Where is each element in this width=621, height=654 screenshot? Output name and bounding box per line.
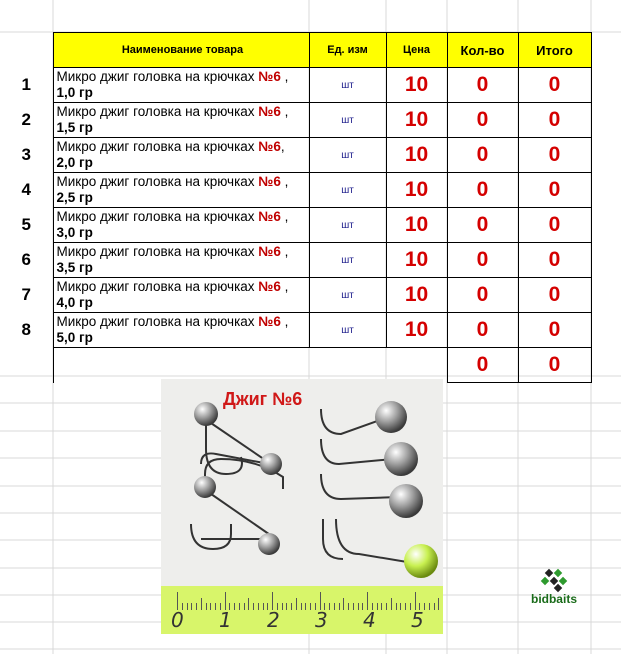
column-header-total[interactable]: Итого <box>518 33 591 68</box>
price-cell[interactable]: 10 <box>386 68 447 103</box>
product-name-cell[interactable] <box>53 138 309 173</box>
ruler-tick <box>400 603 401 610</box>
ruler-tick <box>358 603 359 610</box>
product-weight: 2,5 гр <box>56 190 93 205</box>
row-number: 3 <box>21 145 31 164</box>
measuring-ruler <box>161 586 443 634</box>
qty-cell[interactable]: 0 <box>447 138 518 173</box>
ruler-tick <box>305 603 306 610</box>
ruler-tick <box>210 603 211 610</box>
ruler-tick <box>343 598 344 610</box>
column-header-price[interactable]: Цена <box>386 33 447 68</box>
table-row <box>0 68 591 103</box>
row-number: 5 <box>21 215 31 234</box>
table-row <box>0 103 591 138</box>
ruler-number: 4 <box>363 608 376 632</box>
total-cell[interactable]: 0 <box>518 278 591 313</box>
total-cell[interactable]: 0 <box>518 243 591 278</box>
ruler-tick <box>405 603 406 610</box>
table-row <box>0 243 591 278</box>
product-name-cell[interactable] <box>53 173 309 208</box>
unit-cell[interactable]: шт <box>309 173 386 208</box>
qty-cell[interactable]: 0 <box>447 103 518 138</box>
product-name: Микро джиг головка на крючках <box>56 279 259 294</box>
hook-size: №6 <box>258 209 281 224</box>
logo-icon <box>528 568 580 594</box>
ruler-tick <box>348 603 349 610</box>
ruler-tick <box>244 603 245 610</box>
name-separator: , <box>280 314 289 329</box>
product-name: Микро джиг головка на крючках <box>56 244 259 259</box>
qty-cell[interactable]: 0 <box>447 208 518 243</box>
jig-heads-illustration <box>161 379 443 589</box>
product-photo <box>161 379 443 634</box>
name-separator: , <box>280 279 289 294</box>
row-number: 1 <box>21 75 31 94</box>
row-number: 4 <box>21 180 31 199</box>
total-cell[interactable]: 0 <box>518 138 591 173</box>
ruler-tick <box>187 603 188 610</box>
summary-row <box>0 348 591 383</box>
ruler-tick <box>353 603 354 610</box>
ruler-tick <box>201 598 202 610</box>
ruler-number: 0 <box>171 608 184 632</box>
ruler-tick <box>215 603 216 610</box>
product-name: Микро джиг головка на крючках <box>56 69 259 84</box>
ruler-tick <box>329 603 330 610</box>
ruler-tick <box>234 603 235 610</box>
logo-text: bidbaits <box>530 592 577 606</box>
product-name-cell[interactable] <box>53 103 309 138</box>
price-cell[interactable]: 10 <box>386 173 447 208</box>
ruler-tick <box>301 603 302 610</box>
unit-cell[interactable]: шт <box>309 103 386 138</box>
table-header-row <box>0 33 591 68</box>
ruler-tick <box>334 603 335 610</box>
product-name: Микро джиг головка на крючках <box>56 314 259 329</box>
product-name-cell[interactable] <box>53 313 309 348</box>
unit-cell[interactable]: шт <box>309 68 386 103</box>
ruler-tick <box>438 598 439 610</box>
name-separator: , <box>280 104 289 119</box>
name-separator: , <box>280 69 289 84</box>
product-weight: 3,0 гр <box>56 225 93 240</box>
column-header-name[interactable]: Наименование товара <box>53 33 309 68</box>
name-separator: , <box>280 209 289 224</box>
name-separator: , <box>280 244 289 259</box>
unit-cell[interactable]: шт <box>309 313 386 348</box>
column-header-qty[interactable]: Кол-во <box>447 33 518 68</box>
product-name-cell[interactable] <box>53 208 309 243</box>
ruler-tick <box>239 603 240 610</box>
table-row <box>0 208 591 243</box>
product-name-cell[interactable] <box>53 243 309 278</box>
ruler-number: 2 <box>267 608 280 632</box>
price-cell[interactable]: 10 <box>386 243 447 278</box>
row-number: 6 <box>21 250 31 269</box>
hook-size: №6 <box>258 174 281 189</box>
product-name: Микро джиг головка на крючках <box>56 104 259 119</box>
total-cell[interactable]: 0 <box>518 208 591 243</box>
product-name-cell[interactable] <box>53 68 309 103</box>
table-row <box>0 278 591 313</box>
price-cell[interactable]: 10 <box>386 138 447 173</box>
ruler-tick <box>291 603 292 610</box>
total-cell[interactable]: 0 <box>518 313 591 348</box>
product-name-cell[interactable] <box>53 278 309 313</box>
ruler-tick <box>258 603 259 610</box>
unit-cell[interactable]: шт <box>309 208 386 243</box>
ruler-number: 3 <box>315 608 328 632</box>
ruler-tick <box>286 603 287 610</box>
unit-cell[interactable]: шт <box>309 138 386 173</box>
qty-cell[interactable]: 0 <box>447 173 518 208</box>
qty-cell[interactable]: 0 <box>447 68 518 103</box>
table-row <box>0 173 591 208</box>
ruler-tick <box>282 603 283 610</box>
ruler-number: 1 <box>219 608 232 632</box>
price-cell[interactable]: 10 <box>386 103 447 138</box>
qty-cell[interactable]: 0 <box>447 278 518 313</box>
row-number-header <box>0 33 53 68</box>
total-cell[interactable]: 0 <box>518 103 591 138</box>
product-weight: 3,5 гр <box>56 260 93 275</box>
name-separator: , <box>280 139 285 154</box>
ruler-tick <box>381 603 382 610</box>
ruler-number: 5 <box>411 608 424 632</box>
hook-size: №6 <box>258 69 281 84</box>
ruler-tick <box>253 603 254 610</box>
unit-cell[interactable]: шт <box>309 243 386 278</box>
ruler-tick <box>424 603 425 610</box>
table-row <box>0 313 591 348</box>
name-separator: , <box>280 174 289 189</box>
qty-cell[interactable]: 0 <box>447 243 518 278</box>
ruler-tick <box>386 603 387 610</box>
ruler-tick <box>206 603 207 610</box>
photo-title: Джиг №6 <box>223 389 303 409</box>
product-weight: 5,0 гр <box>56 330 93 345</box>
product-weight: 4,0 гр <box>56 295 93 310</box>
price-cell[interactable]: 10 <box>386 313 447 348</box>
ruler-tick <box>391 598 392 610</box>
ruler-tick <box>296 598 297 610</box>
ruler-tick <box>339 603 340 610</box>
product-name: Микро джиг головка на крючках <box>56 139 259 154</box>
product-weight: 2,0 гр <box>56 155 93 170</box>
hook-size: №6 <box>258 139 281 154</box>
ruler-tick <box>310 603 311 610</box>
product-name: Микро джиг головка на крючках <box>56 174 259 189</box>
summary-total-cell[interactable]: 0 <box>518 348 591 383</box>
qty-cell[interactable]: 0 <box>447 313 518 348</box>
ruler-tick <box>263 603 264 610</box>
column-header-unit[interactable]: Ед. изм <box>309 33 386 68</box>
total-cell[interactable]: 0 <box>518 68 591 103</box>
price-cell[interactable]: 10 <box>386 278 447 313</box>
bidbaits-logo <box>528 568 580 608</box>
ruler-tick <box>248 598 249 610</box>
table-row <box>0 138 591 173</box>
ruler-tick <box>434 603 435 610</box>
hook-size: №6 <box>258 244 281 259</box>
product-weight: 1,0 гр <box>56 85 93 100</box>
ruler-tick <box>377 603 378 610</box>
row-number: 2 <box>21 110 31 129</box>
total-cell[interactable]: 0 <box>518 173 591 208</box>
hook-size: №6 <box>258 314 281 329</box>
row-number: 7 <box>21 285 31 304</box>
product-name: Микро джиг головка на крючках <box>56 209 259 224</box>
hook-size: №6 <box>258 279 281 294</box>
ruler-tick <box>396 603 397 610</box>
price-table <box>0 32 592 383</box>
summary-qty-cell[interactable]: 0 <box>447 348 518 383</box>
ruler-tick <box>196 603 197 610</box>
ruler-tick <box>191 603 192 610</box>
row-number: 8 <box>21 320 31 339</box>
product-weight: 1,5 гр <box>56 120 93 135</box>
hook-size: №6 <box>258 104 281 119</box>
unit-cell[interactable]: шт <box>309 278 386 313</box>
price-cell[interactable]: 10 <box>386 208 447 243</box>
ruler-tick <box>429 603 430 610</box>
